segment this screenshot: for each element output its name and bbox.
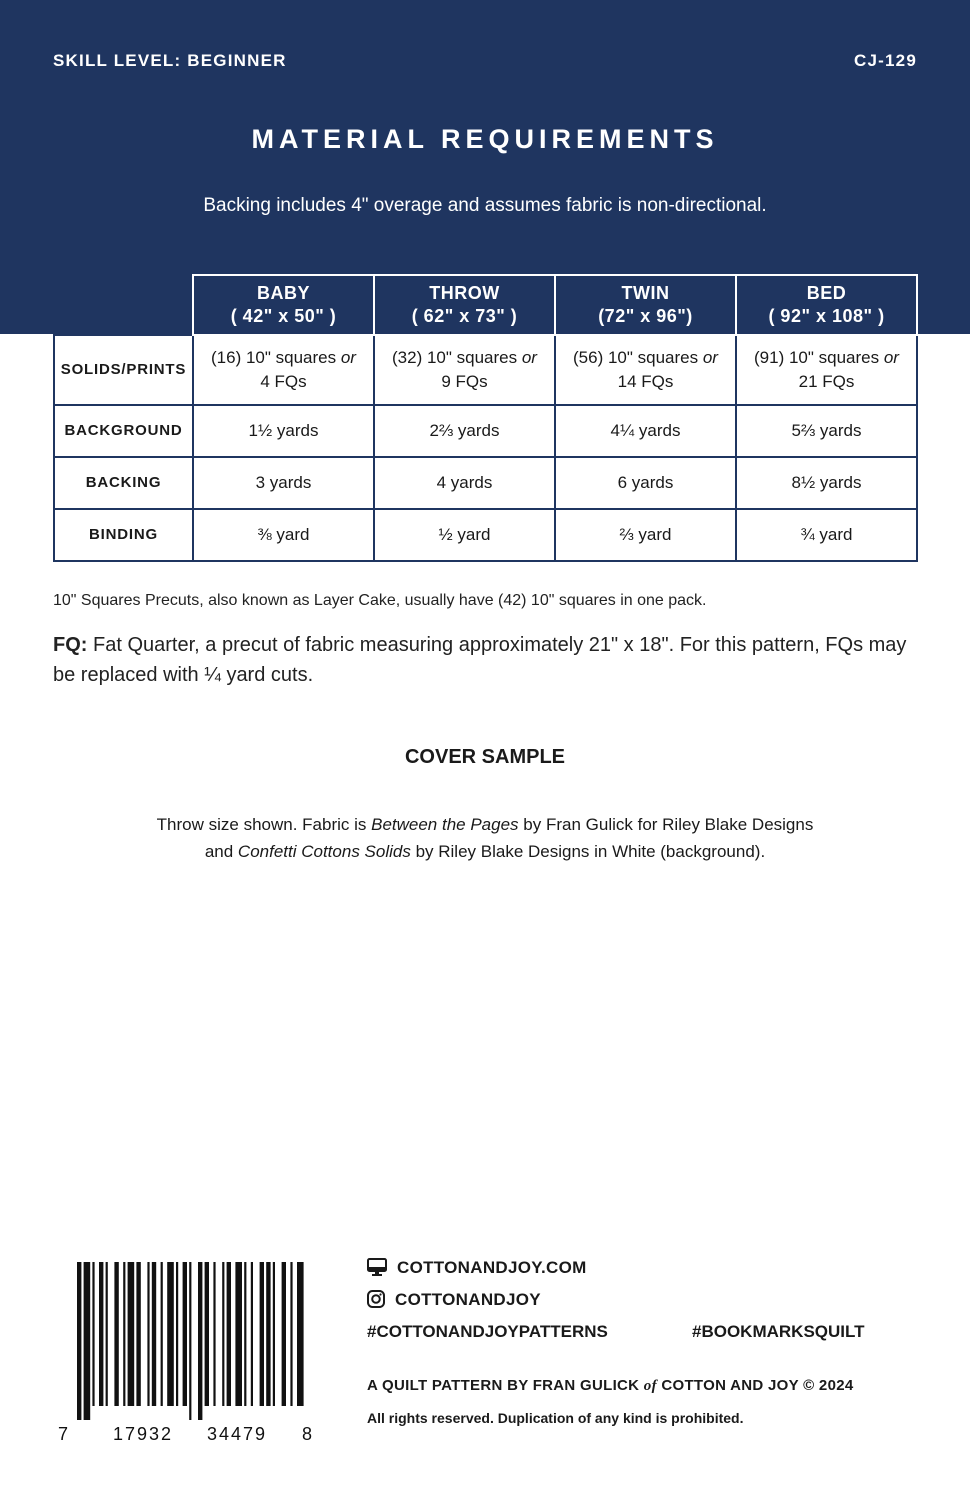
barcode-bar bbox=[266, 1262, 270, 1406]
skill-level: SKILL LEVEL: BEGINNER bbox=[53, 51, 287, 70]
cell-or: or bbox=[702, 348, 718, 367]
table-cell: 1½ yards bbox=[193, 405, 374, 457]
barcode-bar bbox=[152, 1262, 156, 1406]
fabric-name: Between the Pages bbox=[371, 815, 519, 834]
credit-text: A QUILT PATTERN BY FRAN GULICK bbox=[367, 1377, 644, 1394]
column-header-twin bbox=[555, 275, 736, 335]
monitor-icon bbox=[367, 1258, 387, 1276]
barcode-bar bbox=[244, 1262, 246, 1406]
page-title: MATERIAL REQUIREMENTS bbox=[251, 124, 719, 154]
barcode-group-1: 17932 bbox=[113, 1424, 174, 1444]
table-row bbox=[54, 509, 917, 561]
cover-text-part: by Riley Blake Designs in White (background). bbox=[410, 842, 766, 861]
barcode-bar bbox=[183, 1262, 187, 1406]
barcode-bar bbox=[290, 1262, 292, 1406]
cell-text: 14 FQs bbox=[617, 372, 674, 391]
cell-text: 4 FQs bbox=[260, 372, 307, 391]
table-cell bbox=[555, 335, 736, 405]
table-row bbox=[54, 335, 917, 405]
row-label-backing: BACKING bbox=[54, 457, 193, 509]
fq-label: FQ: bbox=[53, 634, 88, 656]
cell-text: 21 FQs bbox=[798, 372, 855, 391]
barcode-bar bbox=[251, 1262, 253, 1406]
barcode-bar bbox=[176, 1262, 178, 1406]
barcode-bar bbox=[106, 1262, 108, 1406]
instagram-row[interactable] bbox=[367, 1290, 541, 1310]
website-link[interactable]: COTTONANDJOY.COM bbox=[397, 1258, 587, 1277]
barcode-bar bbox=[198, 1262, 202, 1420]
barcode-bar bbox=[128, 1262, 135, 1406]
column-header-throw bbox=[374, 275, 555, 335]
rights-notice: All rights reserved. Duplication of any kind is prohibited. bbox=[367, 1410, 744, 1426]
barcode-digit-last: 8 bbox=[302, 1424, 313, 1444]
cell-or: or bbox=[521, 348, 537, 367]
barcode-digit-first: 7 bbox=[58, 1424, 69, 1444]
table-row bbox=[54, 405, 917, 457]
fq-text: Fat Quarter, a precut of fabric measuring approximately 21" x 18". For this pattern, FQs may be replaced with ¼ yard cuts. bbox=[53, 634, 907, 686]
table-cell: 2⅔ yards bbox=[374, 405, 555, 457]
barcode-bar bbox=[235, 1262, 242, 1406]
barcode-bar bbox=[77, 1262, 81, 1420]
credit-of: of bbox=[643, 1378, 657, 1394]
table-cell: 8½ yards bbox=[736, 457, 917, 509]
fabric-name: Confetti Cottons Solids bbox=[237, 842, 411, 861]
barcode-bar bbox=[114, 1262, 118, 1406]
cell-text: 9 FQs bbox=[441, 372, 488, 391]
barcode-bar bbox=[273, 1262, 275, 1406]
barcode-bar bbox=[84, 1262, 91, 1420]
cell-or: or bbox=[883, 348, 899, 367]
table-cell bbox=[193, 335, 374, 405]
column-name: BABY bbox=[256, 283, 310, 303]
column-header-baby bbox=[193, 275, 374, 335]
cell-text: (32) 10" squares bbox=[392, 348, 522, 367]
cell-text: (56) 10" squares bbox=[573, 348, 703, 367]
row-label-solids-prints: SOLIDS/PRINTS bbox=[54, 335, 193, 405]
barcode-bar bbox=[260, 1262, 264, 1406]
barcode-bar bbox=[205, 1262, 209, 1406]
row-label-background: BACKGROUND bbox=[54, 405, 193, 457]
cell-text: (16) 10" squares bbox=[211, 348, 341, 367]
precuts-note: 10" Squares Precuts, also known as Layer Cake, usually have (42) 10" squares in one pack. bbox=[53, 592, 707, 609]
barcode-image bbox=[53, 1258, 318, 1420]
hashtag-bookmarksquilt: #BOOKMARKSQUILT bbox=[692, 1322, 865, 1341]
table-cell: 5⅔ yards bbox=[736, 405, 917, 457]
barcode-bar bbox=[297, 1262, 304, 1406]
table-cell: 6 yards bbox=[555, 457, 736, 509]
table-cell bbox=[736, 335, 917, 405]
table-cell: ¾ yard bbox=[736, 509, 917, 561]
barcode-bar bbox=[136, 1262, 140, 1406]
barcode-bar bbox=[99, 1262, 103, 1406]
barcode-bar bbox=[222, 1262, 224, 1406]
table-cell: ⅔ yard bbox=[555, 509, 736, 561]
barcode-bar bbox=[123, 1262, 125, 1406]
barcode-bar bbox=[227, 1262, 231, 1406]
pattern-code: CJ-129 bbox=[854, 51, 917, 70]
cover-text-part: by Fran Gulick for Riley Blake Designs bbox=[518, 815, 814, 834]
barcode-bar bbox=[161, 1262, 163, 1406]
pattern-credit bbox=[367, 1377, 854, 1395]
barcode-group-2: 34479 bbox=[207, 1424, 268, 1444]
barcode-bar bbox=[189, 1262, 191, 1420]
cover-sample-title: COVER SAMPLE bbox=[404, 746, 566, 768]
cover-line-2 bbox=[0, 838, 970, 865]
credit-text: COTTON AND JOY © 2024 bbox=[656, 1377, 854, 1394]
table-cell: 4 yards bbox=[374, 457, 555, 509]
table-cell: ½ yard bbox=[374, 509, 555, 561]
barcode-bar bbox=[282, 1262, 286, 1406]
fq-note bbox=[53, 630, 923, 690]
row-label-binding: BINDING bbox=[54, 509, 193, 561]
table-cell: ⅜ yard bbox=[193, 509, 374, 561]
column-dims: ( 92" x 108" ) bbox=[768, 306, 885, 326]
cell-text: (91) 10" squares bbox=[754, 348, 884, 367]
table-cell: 3 yards bbox=[193, 457, 374, 509]
cover-text-part: and bbox=[204, 842, 238, 861]
hashtag-cottonandjoypatterns: #COTTONANDJOYPATTERNS bbox=[367, 1322, 608, 1341]
table-cell bbox=[374, 335, 555, 405]
column-name: THROW bbox=[429, 283, 500, 303]
barcode-bar bbox=[147, 1262, 149, 1406]
barcode-bar bbox=[92, 1262, 94, 1406]
table-row bbox=[54, 457, 917, 509]
table-corner bbox=[54, 275, 193, 335]
table-header-row bbox=[54, 275, 917, 335]
cell-or: or bbox=[340, 348, 356, 367]
column-name: BED bbox=[806, 283, 847, 303]
barcode-bar bbox=[167, 1262, 174, 1406]
cover-sample-text bbox=[0, 811, 970, 865]
column-header-bed bbox=[736, 275, 917, 335]
barcode-bar bbox=[213, 1262, 215, 1406]
instagram-icon bbox=[367, 1290, 385, 1308]
column-dims: ( 42" x 50" ) bbox=[230, 306, 337, 326]
instagram-handle[interactable]: COTTONANDJOY bbox=[395, 1290, 541, 1309]
cover-line-1 bbox=[0, 811, 970, 838]
material-requirements-table bbox=[53, 274, 918, 562]
column-dims: (72" x 96") bbox=[598, 306, 693, 326]
column-name: TWIN bbox=[621, 283, 670, 303]
page-subtitle: Backing includes 4" overage and assumes fabric is non-directional. bbox=[203, 195, 767, 216]
table-cell: 4¼ yards bbox=[555, 405, 736, 457]
column-dims: ( 62" x 73" ) bbox=[411, 306, 518, 326]
website-row[interactable] bbox=[367, 1258, 587, 1278]
cover-text-part: Throw size shown. Fabric is bbox=[156, 815, 372, 834]
